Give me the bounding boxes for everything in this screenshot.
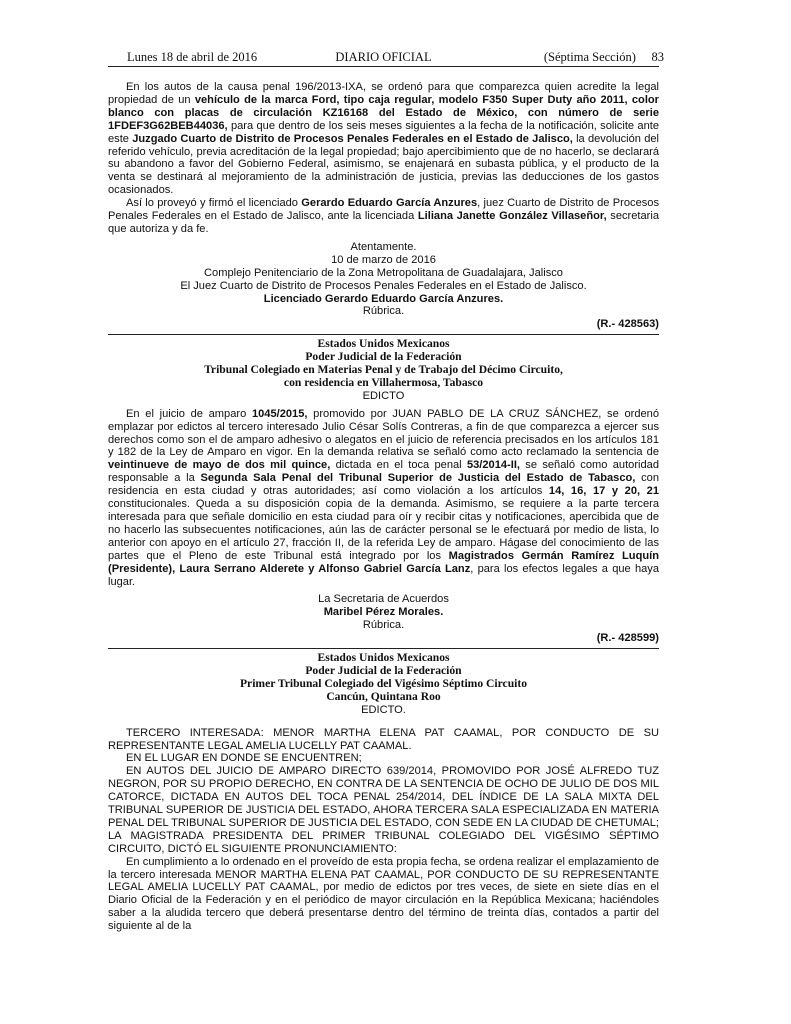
- notice-separator-2: [108, 648, 659, 649]
- text-run: , para los efectos legales a que haya lugar.: [108, 562, 659, 588]
- notice1-place: Complejo Penitenciario de la Zona Metropolitana de Guadalajara, Jalisco: [204, 266, 563, 279]
- notice2-heading-residence: con residencia en Villahermosa, Tabasco: [283, 375, 484, 389]
- text-run: , juez Cuarto de Distrito de Procesos Penales Federales en el Estado de Jalisco, ante la licenciada: [108, 197, 659, 223]
- notice2-signature: Rúbrica.: [362, 619, 405, 632]
- notice3-paragraph-1: TERCERO INTERESADA: MENOR MARTHA ELENA PAT CAAMAL, POR CONDUCTO DE SU REPRESENTANTE LEGAL AMELIA LUCELLY PAT CAAMAL.: [108, 726, 659, 752]
- text-run: dictada en el toca penal: [330, 459, 467, 472]
- notice3-paragraph-2: EN EL LUGAR EN DONDE SE ENCUENTREN;: [126, 752, 362, 765]
- notice2-reference: (R.- 428599): [596, 632, 659, 645]
- text-run: Así lo proveyó y firmó el licenciado: [126, 197, 302, 210]
- document-page: [108, 50, 664, 933]
- notice2-edict-label: EDICTO: [362, 389, 405, 402]
- notice1-closing: Atentamente.: [350, 240, 417, 253]
- text-run: secretaria que autoriza y da fe.: [108, 210, 659, 235]
- notice3-paragraph-4: En cumplimiento a lo ordenado en el proveído de esta propia fecha, se ordena realizar el emplazamiento de la tercero interesada MENOR MARTHA ELENA PAT CAAMAL, POR CONDUCTO DE SU REPRESENTANTE LEGAL AMELIA LUCELLY PAT CAAMAL, por medio de edictos por tres veces, de siete en siete días en el Diario Oficial de la Federación y en el periódico de mayor circulación en la República Mexicana; haciéndoles saber a la aludida tercero que deberá presentarse dentro del término de treinta días, contados a partir del siguiente al de la: [108, 855, 659, 933]
- bold-text-run: 53/2014-II,: [466, 459, 520, 472]
- notice2-heading-country: Estados Unidos Mexicanos: [317, 337, 450, 351]
- header-section: (Séptima Sección): [543, 50, 636, 64]
- bold-text-run: vehículo de la marca Ford, tipo caja regular, modelo F350 Super Duty año 2011, color blanco con placas de circulación KZ16168 del Estado de México, con número de serie 1FDEF3G62BEB44036,: [108, 93, 659, 132]
- header-page-number: 83: [651, 50, 664, 64]
- bold-text-run: Segunda Sala Penal del Tribunal Superior de Justicia del Estado de Tabasco,: [200, 472, 636, 485]
- bold-text-run: Juzgado Cuarto de Distrito de Procesos Penales Federales en el Estado de Jalisco,: [132, 132, 573, 145]
- notice2-heading-court: Tribunal Colegiado en Materias Penal y de Trabajo del Décimo Circuito,: [204, 363, 563, 377]
- bold-text-run: Liliana Janette González Villaseñor,: [417, 210, 607, 223]
- header-rule: [108, 66, 659, 67]
- notice1-paragraph-1: [108, 81, 659, 197]
- notice3-heading-city: Cancún, Quintana Roo: [326, 689, 441, 703]
- text-run: promovido por JUAN PABLO DE LA CRUZ SÁNCHEZ, se ordenó emplazar por edictos al tercero interesado Julio César Solís Contreras, a fin de que comparezca a ejercer sus derechos como son el de amparo adhesivo o alegatos en el juicio de referencia precisados en los artículos 181 y 182 de la Ley de Amparo en vigor. En la demanda relativa se señaló como acto reclamado la sentencia de: [108, 407, 659, 459]
- text-run: la devolución del referido vehículo, previa acreditación de la legal propiedad; bajo apercibimiento que de no hacerlo, se declarará su abandono a favor del Gobierno Federal, asimismo, se enajenará en subasta pública, y el producto de la venta se destinará al mejoramiento de la administración de justicia, previas las deducciones de los gastos ocasionados.: [108, 132, 660, 197]
- notice2-secretary-name: Maribel Pérez Morales.: [323, 606, 444, 619]
- notice2-heading-judiciary: Poder Judicial de la Federación: [305, 350, 462, 364]
- notice3-heading-judiciary: Poder Judicial de la Federación: [305, 663, 462, 677]
- notice3-heading-country: Estados Unidos Mexicanos: [317, 651, 450, 665]
- notice1-reference: (R.- 428563): [596, 318, 659, 331]
- notice1-judge-title: El Juez Cuarto de Distrito de Procesos Penales Federales en el Estado de Jalisco.: [180, 279, 587, 292]
- text-run: constitucionales. Queda a su disposición copia de la demanda. Asimismo, se requiere a la parte tercera interesada para que señale domicilio en esta ciudad para oír y recibir citas y notificaciones, apercibida que de no hacerlo las subsecuentes notificaciones, aún las de carácter personal se le efectuará por medio de lista, lo anterior con apoyo en el artículo 27, fracción II, de la referida Ley de amparo. Hágase del conocimiento de las partes que el Pleno de este Tribunal está integrado por los: [108, 498, 659, 562]
- notice3-heading-court: Primer Tribunal Colegiado del Vigésimo Séptimo Circuito: [239, 676, 528, 690]
- header-publication: DIARIO OFICIAL: [335, 50, 432, 64]
- text-run: para que dentro de los seis meses siguientes a la fecha de la notificación, solicite ante este: [108, 119, 659, 145]
- text-run: se señaló como autoridad responsable a la: [108, 459, 659, 485]
- page-header: [108, 50, 664, 66]
- bold-text-run: 14, 16, 17 y 20, 21: [548, 485, 659, 498]
- notice1-closing-date: 10 de marzo de 2016: [331, 253, 436, 266]
- notice1-judge-name: Licenciado Gerardo Eduardo García Anzures.: [263, 292, 504, 305]
- text-run: En los autos de la causa penal 196/2013-IXA, se ordenó para que comparezca quien acredite la legal propiedad de un: [108, 81, 659, 106]
- bold-text-run: veintinueve de mayo de dos mil quince,: [108, 459, 331, 472]
- header-date: Lunes 18 de abril de 2016: [127, 50, 258, 64]
- text-run: con residencia en esta ciudad y otras autoridades; así como violación a los artículos: [108, 472, 659, 498]
- text-run: En el juicio de amparo: [126, 407, 252, 420]
- notice3-paragraph-3: EN AUTOS DEL JUICIO DE AMPARO DIRECTO 639/2014, PROMOVIDO POR JOSÉ ALFREDO TUZ NEGRON, POR SU PROPIO DERECHO, EN CONTRA DE LA SENTENCIA DE OCHO DE JULIO DE DOS MIL CATORCE, DICTADA EN AUTOS DEL TOCA PENAL 254/2014, DEL ÍNDICE DE LA SALA MIXTA DEL TRIBUNAL SUPERIOR DE JUSTICIA DEL ESTADO, AHORA TERCERA SALA ESPECIALIZADA EN MATERIA PENAL DEL TRIBUNAL SUPERIOR DE JUSTICIA DEL ESTADO, CON SEDE EN LA CIUDAD DE CHETUMAL; LA MAGISTRADA PRESIDENTA DEL PRIMER TRIBUNAL COLEGIADO DEL VIGÉSIMO SÉPTIMO CIRCUITO, DICTÓ EL SIGUIENTE PRONUNCIAMIENTO:: [108, 765, 659, 855]
- bold-text-run: Magistrados Germán Ramírez Luquín (Presidente), Laura Serrano Alderete y Alfonso Gabriel García Lanz: [108, 549, 659, 575]
- notice2-secretary-title: La Secretaria de Acuerdos: [318, 593, 449, 606]
- header-section-page: [544, 50, 664, 65]
- notice1-paragraph-2: [108, 197, 659, 236]
- notice3-edict-label: EDICTO.: [361, 703, 406, 716]
- bold-text-run: 1045/2015,: [251, 407, 308, 420]
- notice2-paragraph-1: [108, 408, 659, 589]
- bold-text-run: Gerardo Eduardo García Anzures: [301, 197, 478, 210]
- notice-separator-1: [108, 334, 659, 335]
- document-body: [108, 81, 659, 933]
- notice1-signature: Rúbrica.: [362, 305, 405, 318]
